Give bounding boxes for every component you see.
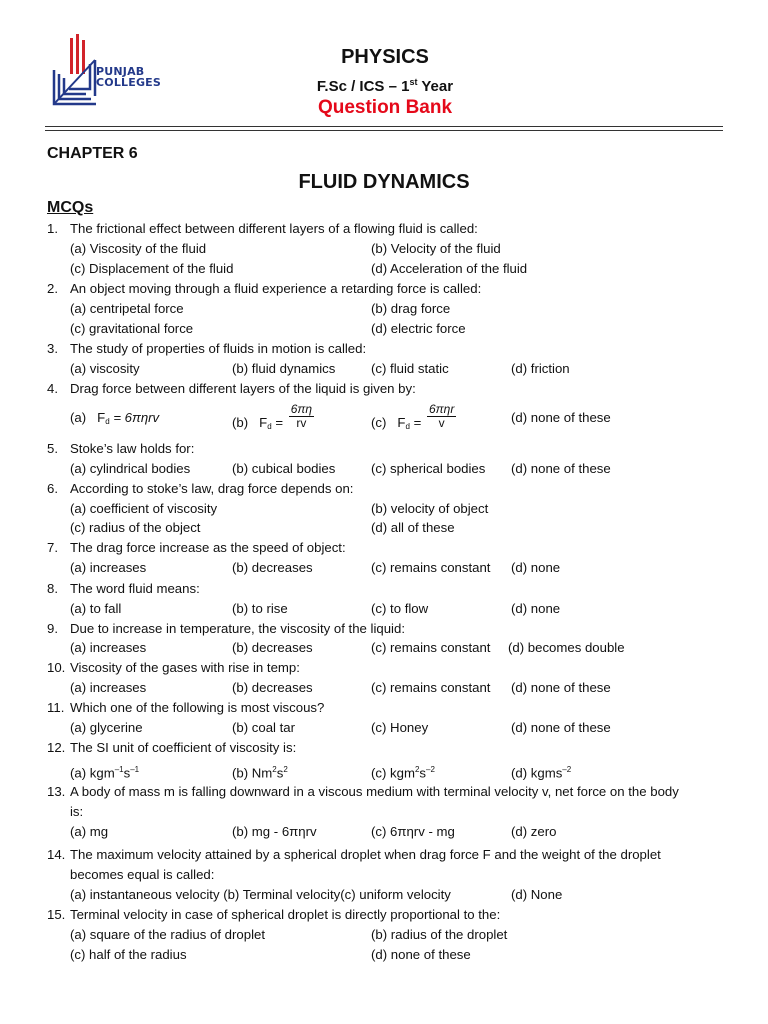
option[interactable]: (c) spherical bodies [371,461,486,476]
subject-title: PHYSICS [341,46,429,68]
option[interactable]: (a) to fall [70,601,122,616]
option[interactable]: (d) zero [511,824,557,839]
option[interactable]: (b) fluid dynamics [232,361,336,376]
option[interactable]: (c) Displacement of the fluid [70,261,234,276]
option[interactable]: (d) none of these [371,947,471,962]
option[interactable]: (d) friction [511,361,570,376]
section-heading: MCQs [47,199,94,216]
option[interactable]: (c) remains constant [371,680,491,695]
topic-heading: FLUID DYNAMICS [298,171,470,193]
option[interactable]: (b) decreases [232,640,313,655]
option[interactable]: (d) None [511,887,563,902]
option[interactable]: (b) drag force [371,301,451,316]
option[interactable]: (a) $kgm^{-1}s^{-1}$ [70,765,140,781]
option[interactable]: (a) cylindrical bodies [70,461,191,476]
option[interactable]: (b) Fd = $\frac{6\pi\eta}{rv}$ [232,402,313,431]
option[interactable]: (d) Acceleration of the fluid [371,261,528,276]
option[interactable]: (d) none of these [511,720,611,735]
option[interactable]: (b) decreases [232,560,313,575]
option[interactable]: (a) increases [70,560,147,575]
option[interactable]: (b) velocity of object [371,501,489,516]
option[interactable]: (b) mg - 6πηrv [232,824,317,839]
option[interactable]: (d) all of these [371,520,455,535]
option[interactable]: (d) none [511,601,561,616]
option[interactable]: (c) Fd = $\frac{\text{6πηr}}{v}$ [371,402,455,431]
option[interactable]: (b) coal tar [232,720,296,735]
option[interactable]: (a) glycerine [70,720,143,735]
chapter-heading: CHAPTER 6 [47,145,138,162]
option[interactable]: (d) none of these [511,461,611,476]
option[interactable]: (a) viscosity [70,361,140,376]
option[interactable]: (b) $Nm^2s^2$ [232,765,288,781]
option[interactable]: (c) fluid static [371,361,449,376]
option[interactable]: (d) electric force [371,321,466,336]
option[interactable]: (a) Viscosity of the fluid [70,241,207,256]
option[interactable]: (d) none [511,560,561,575]
option[interactable]: (a) mg [70,824,109,839]
option[interactable]: (a) Fd = 6πηrv [70,410,160,426]
option[interactable]: (b) radius of the droplet [371,927,508,942]
class-title: F.Sc / ICS – 1st Year [316,77,454,95]
option[interactable]: (a) square of the radius of droplet [70,927,265,942]
option[interactable]: (c) half of the radius [70,947,187,962]
option[interactable]: (c) radius of the object [70,520,201,535]
option[interactable]: (d) none of these [511,680,611,695]
option[interactable]: (d) becomes double [508,640,625,655]
option[interactable]: (b) cubical bodies [232,461,336,476]
option[interactable]: (c) remains constant [371,640,491,655]
question-bank-title: Question Bank [317,97,453,118]
option[interactable]: (a) instantaneous velocity (b) Terminal velocity(c) uniform velocity [70,887,451,902]
option[interactable]: (a) increases [70,680,147,695]
option[interactable]: (c) remains constant [371,560,491,575]
option[interactable]: (c) to flow [371,601,429,616]
header-divider-thin [45,130,723,131]
header-divider [45,126,723,127]
option[interactable]: (a) increases [70,640,147,655]
question-bank-page: PUNJAB COLLEGES PHYSICS F.Sc / ICS – 1st Year Question Bank CHAPTER 6 FLUID DYNAMICS MCQs 1. The frictional effect between different layers of a flowing fluid is called: (a) Viscosity of the fluid (b) Velocity of the fluid (c) Displacement of the fluid (d) Acceleration of the fluid 2. An object moving through a fluid experience a retarding force is called: (a) centripetal force (b) drag force (c) gravitational force (d) electric force 3. The study of properties of fluids in motion is called: (a) viscosity (b) fluid dynamics (c) fluid static (d) friction 4. Drag force between different layers of the liquid is given by: (a) Fd = 6πηrv (b) Fd = $\frac{6\pi\eta}{rv}$ (c) Fd = $\frac{\text{6πηr}}{v}$ (d) none of these 5. Stoke’s law holds for: (a) cylindrical bodies (b) cubical bodies (c) spherical bodies (d) none of these 6. According to stoke’s law, drag force depends on: (a) coefficient of viscosity (b) velocity of object (c) radius of the object (d) all of these 7. The drag force increase as the speed of object: (a) increases (b) decreases (c) remains constant (d) none 8. The word fluid means: (a) to fall (b) to rise (c) to flow (d) none 9. Due to increase in temperature, the viscosity of the liquid: (a) increases (b) decreases (c) remains constant (d) becomes double 10. Viscosity of the gases with rise in temp: (a) increases (b) decreases (c) remains constant (d) none of these 11. Which one of the following is most viscous? (a) glycerine (b) coal tar (c) Honey (d) none of these 12. The SI unit of coefficient of viscosity is: (a) $kgm^{-1}s^{-1}$ (b) $Nm^2s^2$ (c) $kgm^2s^{-2}$ (d) kgms$^{-2}$ 13. A body of mass m is falling downward in a viscous medium with terminal velocity v, net force on the body is: (a) mg (b) mg - 6πηrv (c) 6πηrv - mg (d) zero 14. The maximum velocity attained by a spherical droplet when drag force F and the weight of the droplet becomes equal is called: (a) instantaneous velocity (b) Terminal velocity(c) uniform velocity (d) None 15. Terminal velocity in case of spherical droplet is directly proportional to the: (a) square of the radius of droplet (b) radius of the droplet (c) half of the radius (d) none of these [0,0,768,1024]
option[interactable]: (b) to rise [232,601,288,616]
option[interactable]: (b) Velocity of the fluid [371,241,501,256]
option[interactable]: (a) coefficient of viscosity [70,501,218,516]
option[interactable]: (d) kgms$^{-2}$ [511,765,572,781]
option[interactable]: (c) Honey [371,720,429,735]
option[interactable]: (c) gravitational force [70,321,194,336]
option[interactable]: (d) none of these [511,410,611,425]
option[interactable]: (b) decreases [232,680,313,695]
option[interactable]: (a) centripetal force [70,301,184,316]
option[interactable]: (c) $kgm^2s^{-2}$ [371,765,435,781]
logo-text: PUNJAB COLLEGES [96,65,162,89]
option[interactable]: (c) 6πηrv - mg [371,824,455,839]
